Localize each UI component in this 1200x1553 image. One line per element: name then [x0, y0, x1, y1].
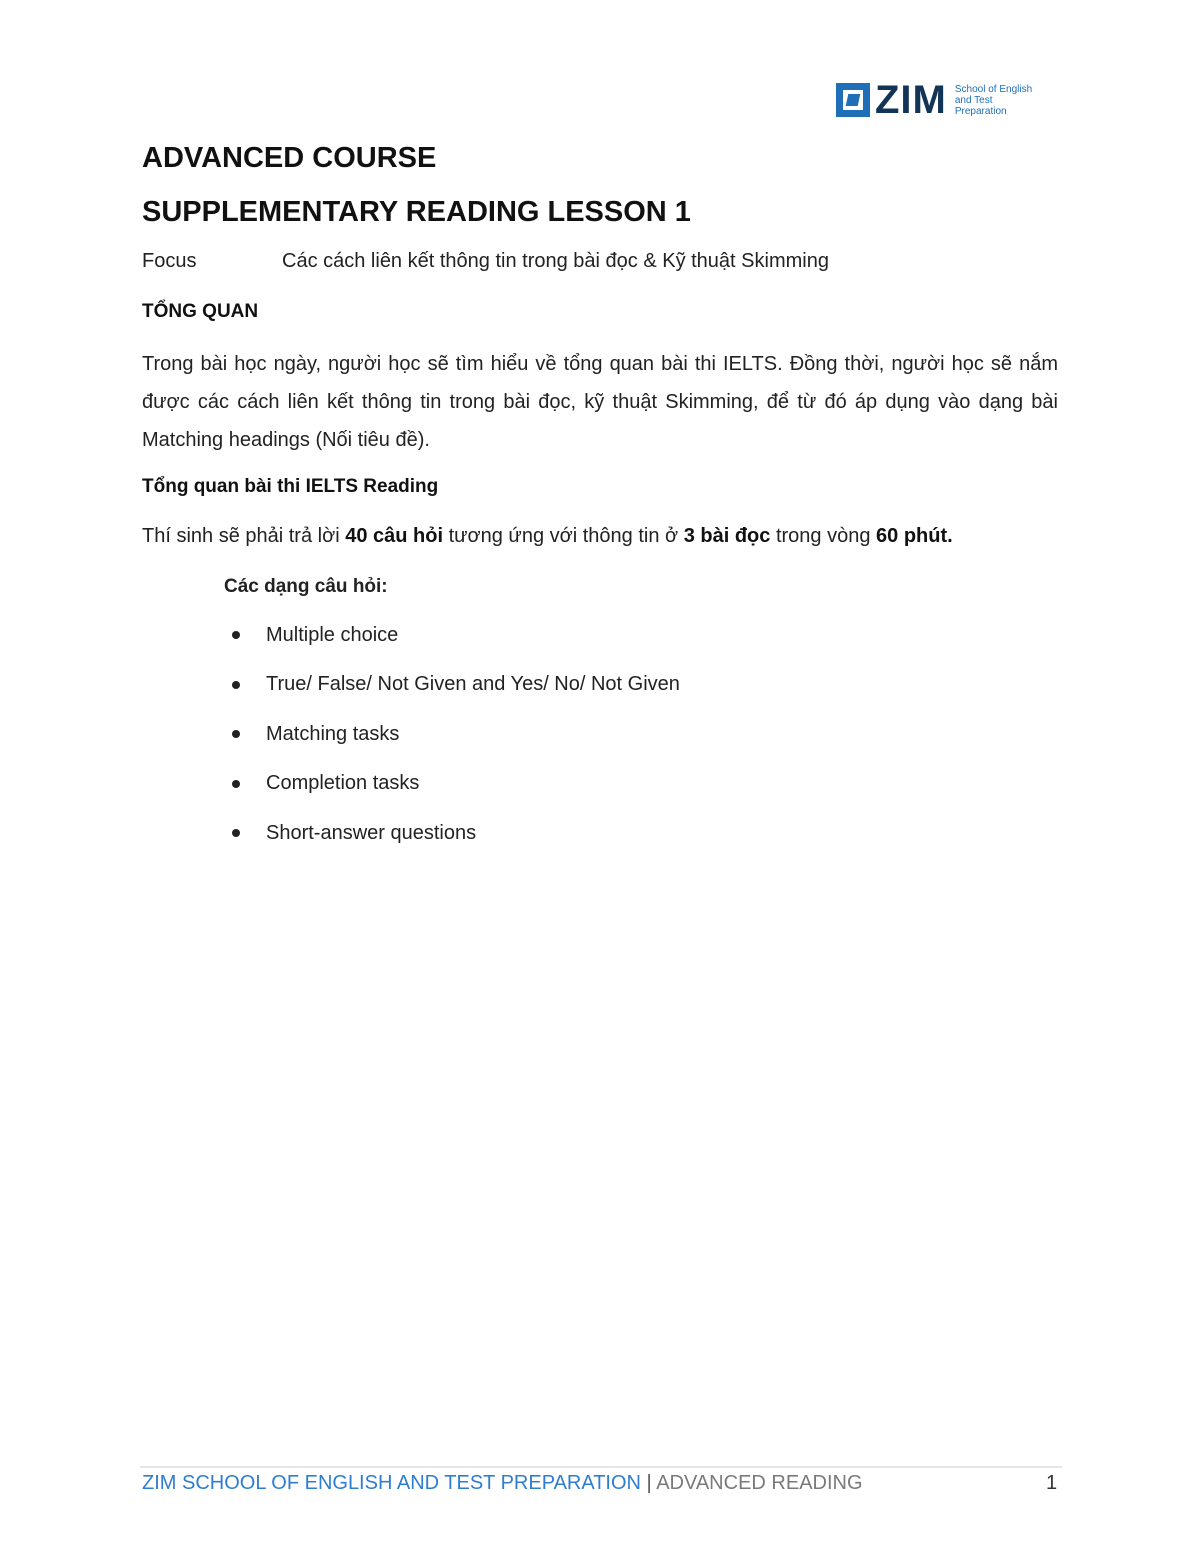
list-item-text: Completion tasks [266, 772, 420, 794]
footer-divider [140, 1466, 1062, 1468]
list-item [226, 620, 680, 650]
sentence-bold-questions: 40 câu hỏi [345, 525, 444, 547]
sentence-part: trong vòng [770, 525, 877, 547]
sentence-part: tương ứng với thông tin ở [443, 525, 684, 547]
footer [142, 1472, 863, 1495]
list-item [226, 670, 680, 700]
logo-name: ZIM [875, 78, 947, 122]
overview-heading: TỔNG QUAN [142, 301, 259, 322]
logo-tagline: School of English and Test Preparation [954, 83, 1033, 117]
zim-logo [836, 80, 1045, 120]
list-item [226, 769, 680, 799]
lesson-title: SUPPLEMENTARY READING LESSON 1 [142, 196, 691, 228]
focus-text: Các cách liên kết thông tin trong bài đọc & Kỹ thuật Skimming [282, 250, 829, 272]
bullet-icon [232, 631, 240, 639]
list-item-text: True/ False/ Not Given and Yes/ No/ Not Given [266, 673, 680, 695]
list-item-text: Multiple choice [266, 623, 399, 646]
bullet-icon [232, 829, 240, 837]
footer-separator: | [640, 1472, 657, 1494]
footer-course: ADVANCED READING [656, 1472, 863, 1494]
sentence-bold-time: 60 phút. [876, 525, 953, 547]
focus-label: Focus [142, 250, 197, 272]
sentence-part: Thí sinh sẽ phải trả lời [142, 525, 346, 547]
list-item [226, 818, 680, 848]
list-item [226, 719, 680, 749]
ielts-overview-sentence [142, 525, 953, 548]
bullet-icon [232, 780, 240, 788]
list-item-text: Short-answer questions [266, 821, 477, 844]
focus-row [142, 250, 829, 273]
question-types-heading: Các dạng câu hỏi: [224, 576, 388, 597]
footer-school: ZIM SCHOOL OF ENGLISH AND TEST PREPARATION [142, 1472, 641, 1494]
overview-paragraph: Trong bài học ngày, người học sẽ tìm hiểu về tổng quan bài thi IELTS. Đồng thời, người học sẽ nắm được các cách liên kết thông tin trong bài đọc, kỹ thuật Skimming, để từ đó áp dụng vào dạng bài Matching headings (Nối tiêu đề). [142, 353, 1058, 451]
page-number: 1 [1046, 1472, 1058, 1494]
ielts-overview-heading: Tổng quan bài thi IELTS Reading [142, 476, 439, 497]
bullet-icon [232, 730, 240, 738]
zim-logo-icon [836, 83, 870, 117]
course-title: ADVANCED COURSE [142, 142, 437, 174]
question-types-list [226, 620, 680, 868]
bullet-icon [232, 681, 240, 689]
sentence-bold-passages: 3 bài đọc [683, 525, 771, 547]
list-item-text: Matching tasks [266, 722, 400, 745]
